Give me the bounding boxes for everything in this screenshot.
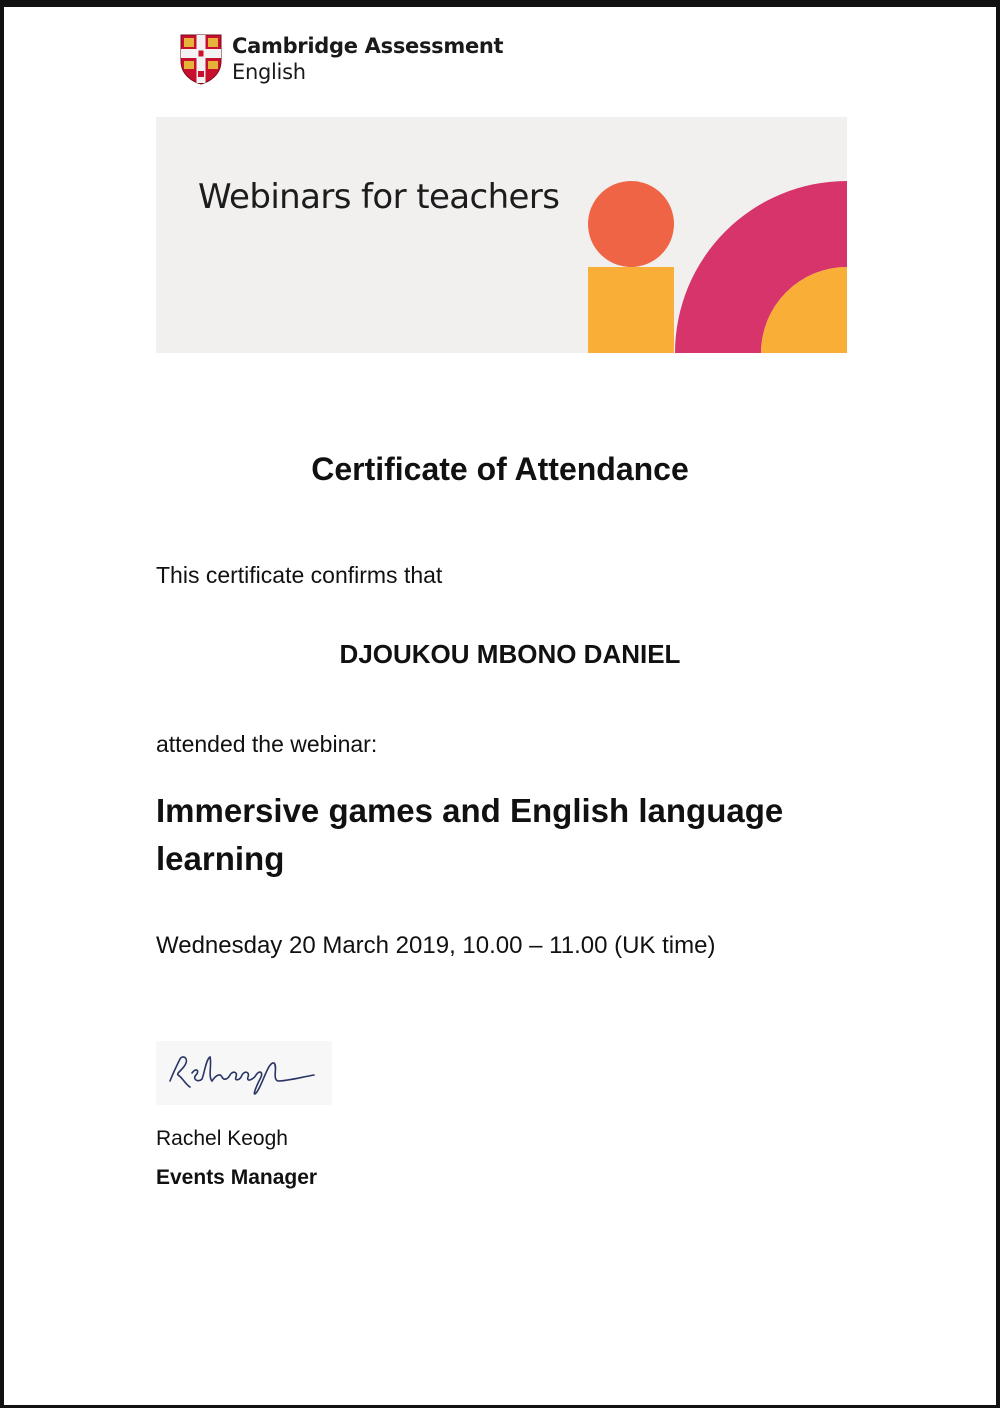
webinar-title: Immersive games and English language learning [156,792,784,877]
banner-title: Webinars for teachers [198,177,560,217]
certificate-title: Certificate of Attendance [311,451,689,487]
recipient-name: DJOUKOU MBONO DANIEL [339,639,681,669]
signature [156,1041,332,1105]
cambridge-logo [179,33,503,91]
logo-line-1: Cambridge Assessment [232,34,504,58]
logo-wordmark [232,33,503,85]
webinar-datetime: Wednesday 20 March 2019, 10.00 – 11.00 (UK time) [156,932,716,959]
banner-graphic [156,117,847,353]
cambridge-shield-icon [179,33,223,85]
banner-orange-circle [588,181,674,267]
confirm-text: This certificate confirms that [156,562,443,588]
attended-text: attended the webinar: [156,731,378,757]
signer-name: Rachel Keogh [156,1127,288,1150]
banner-yellow-block [588,267,674,353]
logo-line-2: English [232,60,306,84]
webinar-banner [156,117,847,353]
signer-role: Events Manager [156,1166,318,1189]
